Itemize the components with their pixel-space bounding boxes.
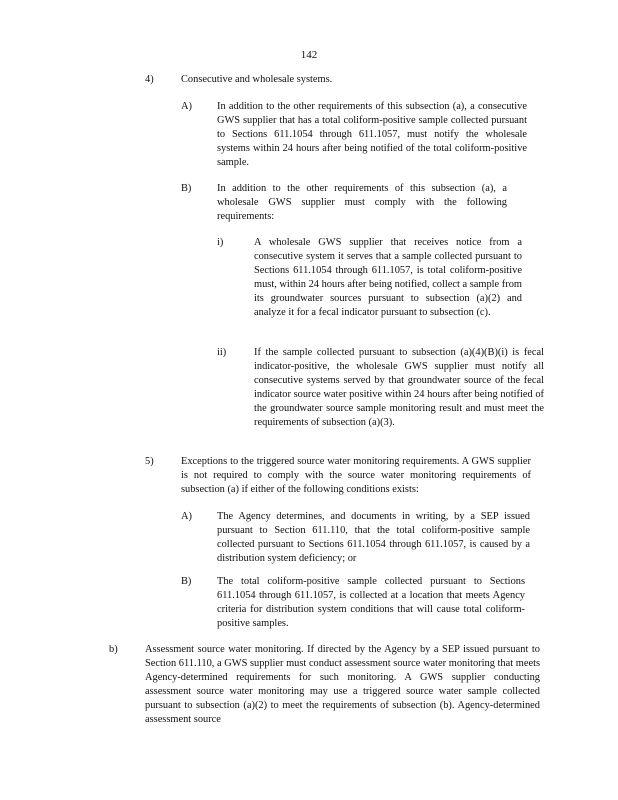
item-5B-label: B) (181, 576, 192, 587)
item-4-heading: Consecutive and wholesale systems. (181, 74, 333, 85)
item-b-label: b) (109, 644, 118, 655)
item-5A-label: A) (181, 511, 192, 522)
item-5A-text: The Agency determines, and documents in writing, by a SEP issued pursuant to Section 611.110, that the total coliform-positive sample collected pursuant to Sections 611.1054 through 611.1057, is caused by a distribution system deficiency; or (217, 511, 530, 564)
item-5-text: Exceptions to the triggered source water monitoring requirements. A GWS supplier is not required to comply with the source water monitoring requirements of subsection (a) if either of the following conditions exists: (181, 456, 531, 495)
item-5B-text: The total coliform-positive sample collected pursuant to Sections 611.1054 through 611.1057, is collected at a location that meets Agency criteria for distribution system conditions that will cause total coliform-positive samples. (217, 576, 525, 629)
item-4B-label: B) (181, 183, 192, 194)
item-4Bi-text: A wholesale GWS supplier that receives notice from a consecutive system it serves that a sample collected pursuant to Sections 611.1054 through 611.1057, is total coliform-positive must, within 24 hours after being notified, collect a sample from its groundwater sources pursuant to subsection (a)(2) and analyze it for a fecal indicator pursuant to subsection (c). (254, 237, 522, 318)
item-4A-text: In addition to the other requirements of this subsection (a), a consecutive GWS supplier that has a total coliform-positive sample collected pursuant to Sections 611.1054 through 611.1057, must notify the wholesale systems within 24 hours after being notified of the total coliform-positive sample. (217, 101, 527, 168)
item-4Bi-label: i) (217, 237, 224, 248)
item-4A-label: A) (181, 101, 192, 112)
page-number: 142 (300, 49, 318, 61)
item-b-text: Assessment source water monitoring. If directed by the Agency by a SEP issued pursuant to Section 611.110, a GWS supplier must conduct assessment source water monitoring that meets Agency-determined requirements for such monitoring. A GWS supplier conducting assessment source water monitoring may use a triggered source water sample collected pursuant to subsection (a)(2) to meet the requirements of subsection (b). Agency-determined assessment source (145, 644, 540, 725)
item-4Bii-text: If the sample collected pursuant to subsection (a)(4)(B)(i) is fecal indicator-positive, the wholesale GWS supplier must notify all consecutive systems served by that groundwater source of the fecal indicator source water positive within 24 hours after being notified of the groundwater source sample monitoring result and must meet the requirements of subsection (a)(3). (254, 347, 544, 428)
item-4-label: 4) (145, 74, 154, 85)
item-4Bii-label: ii) (217, 347, 227, 358)
item-4B-text: In addition to the other requirements of this subsection (a), a wholesale GWS supplier must comply with the following requirements: (217, 183, 507, 222)
item-5-label: 5) (145, 456, 154, 467)
